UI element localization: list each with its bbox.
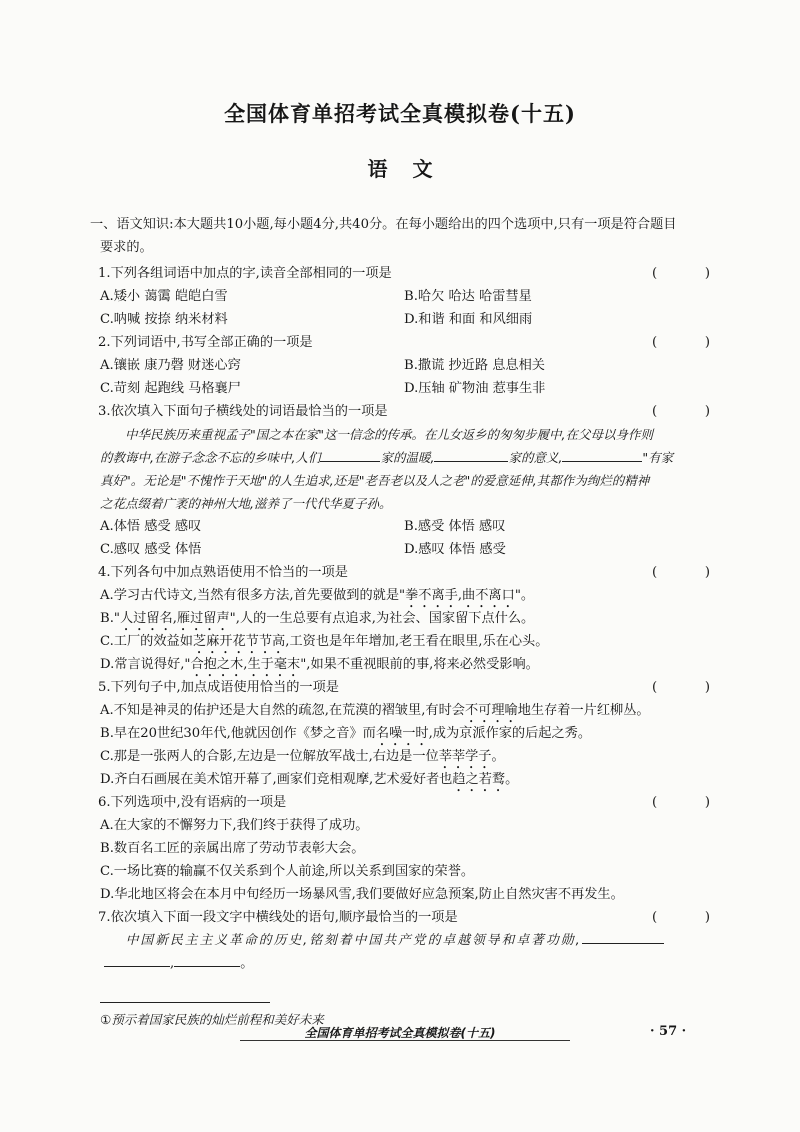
blank[interactable] bbox=[320, 447, 380, 462]
q2-stem: 2.下列词语中,书写全部正确的一项是 bbox=[98, 335, 313, 350]
q1-stem: 1.下列各组词语中加点的字,读音全部相同的一项是 bbox=[98, 266, 392, 281]
question-1-stem bbox=[90, 262, 710, 285]
q4-option-d[interactable]: D.常言说得好,"合抱之木,生于毫末",如果不重视眼前的事,将来必然受影响。 bbox=[100, 657, 539, 672]
blank[interactable] bbox=[104, 952, 170, 967]
q1-options-ab bbox=[90, 285, 710, 308]
answer-bracket[interactable]: ( ) bbox=[652, 266, 710, 281]
q2-options-cd bbox=[90, 377, 710, 400]
q3-options-ab bbox=[90, 515, 710, 538]
q3-option-d[interactable]: D.感叹 体悟 感受 bbox=[404, 542, 506, 557]
q7-option-note: ①预示着国家民族的灿烂前程和美好未来 bbox=[100, 1012, 324, 1027]
q2-option-c[interactable]: C.苛刻 起跑线 马格襄尸 bbox=[100, 381, 241, 396]
answer-bracket[interactable]: ( ) bbox=[652, 795, 710, 810]
footer-divider bbox=[240, 1040, 570, 1041]
q2-options-ab bbox=[90, 354, 710, 377]
answer-bracket[interactable]: ( ) bbox=[652, 335, 710, 350]
footnote-divider bbox=[100, 1002, 270, 1003]
q3-option-c[interactable]: C.感叹 感受 体悟 bbox=[100, 542, 202, 557]
blank[interactable] bbox=[434, 447, 508, 462]
q4-stem: 4.下列各句中加点熟语使用不恰当的一项是 bbox=[98, 565, 348, 580]
subject-heading: 语 文 bbox=[367, 157, 433, 181]
question-body bbox=[90, 213, 710, 975]
blank[interactable] bbox=[582, 929, 664, 944]
q7-stem: 7.依次填入下面一段文字中横线处的语句,顺序最恰当的一项是 bbox=[98, 910, 458, 925]
section-instructions bbox=[90, 213, 710, 259]
section-text-1: 语文知识:本大题共10小题,每小题4分,共40分。在每小题给出的四个选项中,只有一项是符合题目 bbox=[116, 217, 677, 232]
q3-passage-line4: 之花点缀着广袤的神州大地,滋养了一代代华夏子孙。 bbox=[100, 496, 392, 511]
q6-option-c[interactable]: C.一场比赛的输赢不仅关系到个人前途,所以关系到国家的荣誉。 bbox=[100, 864, 475, 879]
question-3-stem bbox=[90, 400, 710, 423]
question-6-stem bbox=[90, 791, 710, 814]
q3-passage-line2: 的教诲中,在游子念念不忘的乡味中,人们 家的温暖, 家的意义, "有家 bbox=[100, 446, 710, 469]
q3-option-b[interactable]: B.感受 体悟 感叹 bbox=[404, 519, 506, 534]
q3-passage bbox=[90, 423, 710, 515]
question-4-stem bbox=[90, 561, 710, 584]
q7-passage-line1: 中国新民主主义革命的历史,铭刻着中国共产党的卓越领导和卓著功勋, bbox=[90, 929, 710, 952]
q3-passage-line1: 中华民族历来重视孟子"国之本在家"这一信念的传承。在儿女返乡的匆匆步履中,在父母以身作则 bbox=[125, 427, 653, 442]
q3-option-a[interactable]: A.体悟 感受 感叹 bbox=[100, 519, 202, 534]
blank[interactable] bbox=[562, 447, 642, 462]
q2-option-d[interactable]: D.压轴 矿物油 惹事生非 bbox=[404, 381, 546, 396]
q5-option-a[interactable]: A.不知是神灵的佑护还是大自然的疏忽,在荒漠的褶皱里,有时会不可理喻地生存着一片红柳丛。 bbox=[100, 703, 650, 718]
answer-bracket[interactable]: ( ) bbox=[652, 404, 710, 419]
section-label: 一、 bbox=[90, 217, 117, 232]
q1-option-c[interactable]: C.呐喊 按捺 纳米材料 bbox=[100, 312, 228, 327]
q1-options-cd bbox=[90, 308, 710, 331]
q6-option-a[interactable]: A.在大家的不懈努力下,我们终于获得了成功。 bbox=[100, 818, 369, 833]
q1-option-b[interactable]: B.哈欠 哈达 哈雷彗星 bbox=[404, 289, 532, 304]
q6-option-d[interactable]: D.华北地区将会在本月中旬经历一场暴风雪,我们要做好应急预案,防止自然灾害不再发生。 bbox=[100, 887, 624, 902]
section-text-2: 要求的。 bbox=[100, 240, 153, 255]
q6-option-b[interactable]: B.数百名工匠的亲属出席了劳动节表彰大会。 bbox=[100, 841, 365, 856]
q3-passage-line3: 真好"。无论是"不愧怍于天地"的人生追求,还是"老吾老以及人之老"的爱意延伸,其都作为绚烂的精神 bbox=[100, 473, 650, 488]
footer-title: 全国体育单招考试全真模拟卷(十五) bbox=[304, 1026, 496, 1040]
page-title: 全国体育单招考试全真模拟卷(十五) bbox=[224, 101, 576, 126]
q3-options-cd bbox=[90, 538, 710, 561]
q4-option-c[interactable]: C.工厂的效益如芝麻开花节节高,工资也是年年增加,老王看在眼里,乐在心头。 bbox=[100, 634, 549, 649]
q4-option-a[interactable]: A.学习古代诗文,当然有很多方法,首先要做到的就是"拳不离手,曲不离口"。 bbox=[100, 588, 535, 603]
answer-bracket[interactable]: ( ) bbox=[652, 910, 710, 925]
q1-option-d[interactable]: D.和谐 和面 和风细雨 bbox=[404, 312, 533, 327]
q5-option-b[interactable]: B.早在20世纪30年代,他就因创作《梦之音》而名噪一时,成为京派作家的后起之秀。 bbox=[100, 726, 592, 741]
q3-stem: 3.依次填入下面句子横线处的词语最恰当的一项是 bbox=[98, 404, 388, 419]
question-7-stem bbox=[90, 906, 710, 929]
question-2-stem bbox=[90, 331, 710, 354]
question-5-stem bbox=[90, 676, 710, 699]
q1-option-a[interactable]: A.矮小 蔼霭 皑皑白雪 bbox=[100, 289, 228, 304]
answer-bracket[interactable]: ( ) bbox=[652, 680, 710, 695]
q2-option-b[interactable]: B.撒谎 抄近路 息息相关 bbox=[404, 358, 545, 373]
q5-stem: 5.下列句子中,加点成语使用恰当的一项是 bbox=[98, 680, 339, 695]
q5-option-d[interactable]: D.齐白石画展在美术馆开幕了,画家们竞相观摩,艺术爱好者也趋之若鹜。 bbox=[100, 772, 519, 787]
q6-stem: 6.下列选项中,没有语病的一项是 bbox=[98, 795, 287, 810]
answer-bracket[interactable]: ( ) bbox=[652, 565, 710, 580]
blank[interactable] bbox=[174, 952, 240, 967]
q4-option-b[interactable]: B."人过留名,雁过留声",人的一生总要有点追求,为社会、国家留下点什么。 bbox=[100, 611, 535, 626]
q7-passage-line2: , 。 bbox=[90, 952, 710, 975]
q5-option-c[interactable]: C.那是一张两人的合影,左边是一位解放军战士,右边是一位莘莘学子。 bbox=[100, 749, 505, 764]
q2-option-a[interactable]: A.镶嵌 康乃磬 财迷心窍 bbox=[100, 358, 241, 373]
page-number: · 57 · bbox=[650, 1024, 687, 1039]
